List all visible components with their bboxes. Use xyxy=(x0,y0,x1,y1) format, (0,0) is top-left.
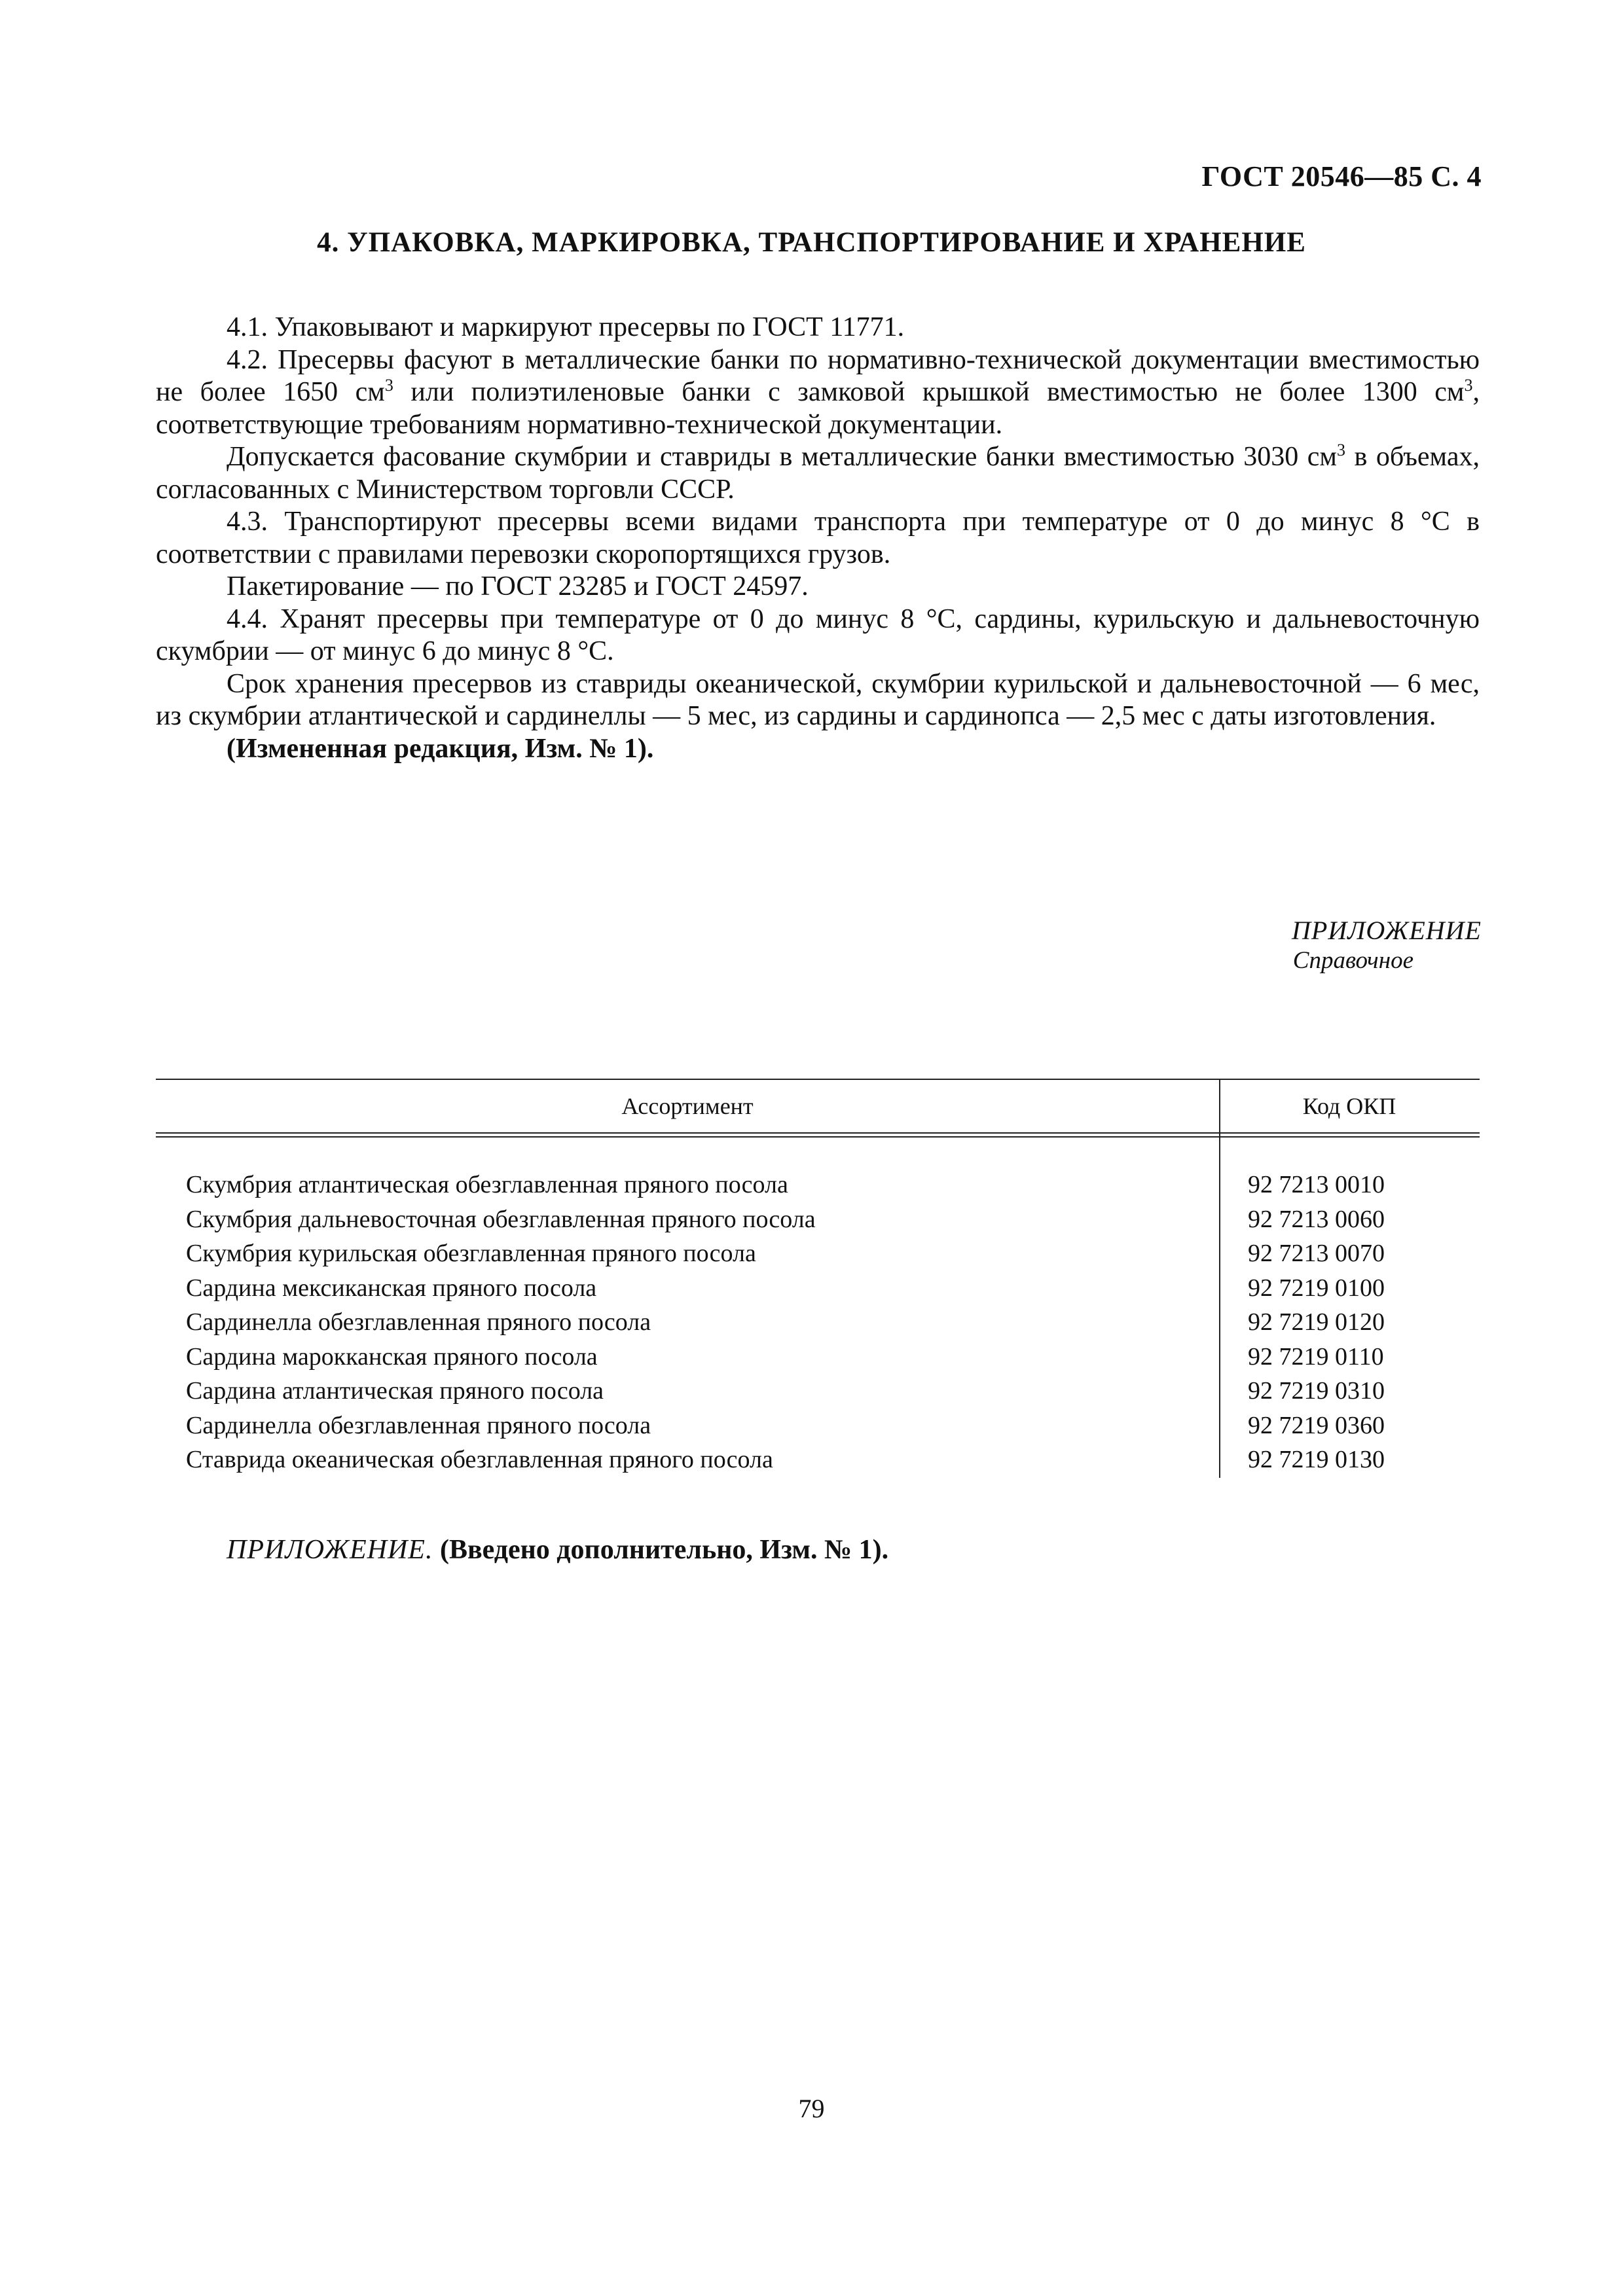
cell-code: 92 7219 0360 xyxy=(1248,1411,1385,1439)
paragraph-4-2-part-1: 4.2. Пресервы фасуют в металлические банки по нормативно-технической документации вместимостью не более 1650 см xyxy=(156,344,1480,407)
section-body xyxy=(156,312,1480,765)
table-header-row xyxy=(156,1080,1480,1132)
superscript: 3 xyxy=(384,376,393,395)
superscript: 3 xyxy=(1337,440,1346,459)
table-row xyxy=(156,1443,1480,1477)
cell-name: Скумбрия дальневосточная обезглавленная пряного посола xyxy=(186,1205,816,1233)
cell-name: Сардинелла обезглавленная пряного посола xyxy=(186,1308,651,1336)
paragraph-4-2 xyxy=(156,344,1480,442)
table-row xyxy=(156,1202,1480,1237)
header-okp-code: Код ОКП xyxy=(1302,1093,1396,1119)
paragraph-packing-note-part-1: Допускается фасование скумбрии и ставриды в металлические банки вместимостью 3030 см xyxy=(227,442,1338,472)
paragraph-palletizing: Пакетирование — по ГОСТ 23285 и ГОСТ 24597. xyxy=(227,571,809,601)
cell-name: Скумбрия курильская обезглавленная пряного посола xyxy=(186,1240,756,1268)
assortment-table xyxy=(156,1079,1480,1477)
appendix-amendment-text: (Введено дополнительно, Изм. № 1). xyxy=(439,1535,889,1565)
table-row xyxy=(156,1374,1480,1408)
paragraph-4-2-part-2: или полиэтиленовые банки с замковой крышкой вместимостью не более 1300 см xyxy=(393,377,1465,407)
cell-code: 92 7219 0100 xyxy=(1248,1274,1385,1302)
page-header: ГОСТ 20546—85 С. 4 xyxy=(1201,160,1482,192)
paragraph-4-1: 4.1. Упаковывают и маркируют пресервы по ГОСТ 11771. xyxy=(227,312,905,342)
cell-name: Сардинелла обезглавленная пряного посола xyxy=(186,1411,651,1439)
section-title: 4. УПАКОВКА, МАРКИРОВКА, ТРАНСПОРТИРОВАНИЕ И ХРАНЕНИЕ xyxy=(317,227,1306,258)
appendix-subtitle: Справочное xyxy=(1292,947,1413,974)
cell-name: Сардина атлантическая пряного посола xyxy=(186,1377,604,1405)
cell-code: 92 7213 0010 xyxy=(1248,1171,1385,1199)
appendix-label: ПРИЛОЖЕНИЕ. xyxy=(227,1535,433,1565)
cell-code: 92 7219 0110 xyxy=(1248,1342,1384,1371)
table-header-rule xyxy=(156,1132,1480,1138)
paragraph-packing-note-part-2: в объемах, согласованных с Министерством торговли СССР. xyxy=(156,442,1480,505)
paragraph-4-3: 4.3. Транспортируют пресервы всеми видами транспорта при температуре от 0 до минус 8 °С в соответствии с правилами перевозки скоропортящихся грузов. xyxy=(156,507,1480,569)
appendix-title: ПРИЛОЖЕНИЕ xyxy=(1292,916,1482,945)
cell-code: 92 7219 0310 xyxy=(1248,1377,1385,1405)
cell-name: Сардина марокканская пряного посола xyxy=(186,1342,598,1371)
table-body xyxy=(156,1168,1480,1477)
paragraph-packing-note xyxy=(156,441,1480,506)
page-number: 79 xyxy=(798,2094,825,2123)
cell-name: Ставрида океаническая обезглавленная пряного посола xyxy=(186,1446,773,1474)
cell-code: 92 7213 0060 xyxy=(1248,1205,1385,1233)
table-row xyxy=(156,1340,1480,1374)
header-assortment: Ассортимент xyxy=(621,1093,754,1119)
cell-name: Скумбрия атлантическая обезглавленная пряного посола xyxy=(186,1171,788,1199)
paragraph-4-4: 4.4. Хранят пресервы при температуре от 0 до минус 8 °С, сардины, курильскую и дальневосточную скумбрии — от минус 6 до минус 8 °С. xyxy=(156,603,1480,666)
table-row xyxy=(156,1408,1480,1443)
appendix-amendment-note xyxy=(227,1534,888,1566)
table-row xyxy=(156,1236,1480,1271)
table-row xyxy=(156,1271,1480,1306)
paragraph-4-2-part-3: , соответствующие требованиям нормативно-технической документации. xyxy=(156,377,1480,440)
amendment-note: (Измененная редакция, Изм. № 1). xyxy=(227,733,654,764)
column-divider xyxy=(1219,1079,1220,1478)
table-row xyxy=(156,1168,1480,1202)
cell-code: 92 7213 0070 xyxy=(1248,1240,1385,1268)
cell-code: 92 7219 0120 xyxy=(1248,1308,1385,1336)
table-row xyxy=(156,1305,1480,1340)
superscript: 3 xyxy=(1464,376,1473,395)
paragraph-shelf-life: Срок хранения пресервов из ставриды океанической, скумбрии курильской и дальневосточной — 6 мес, из скумбрии атлантической и сардинеллы — 5 мес, из сардины и сардинопса — 2,5 мес с даты изготовления. xyxy=(156,668,1480,731)
cell-name: Сардина мексиканская пряного посола xyxy=(186,1274,597,1302)
cell-code: 92 7219 0130 xyxy=(1248,1446,1385,1474)
